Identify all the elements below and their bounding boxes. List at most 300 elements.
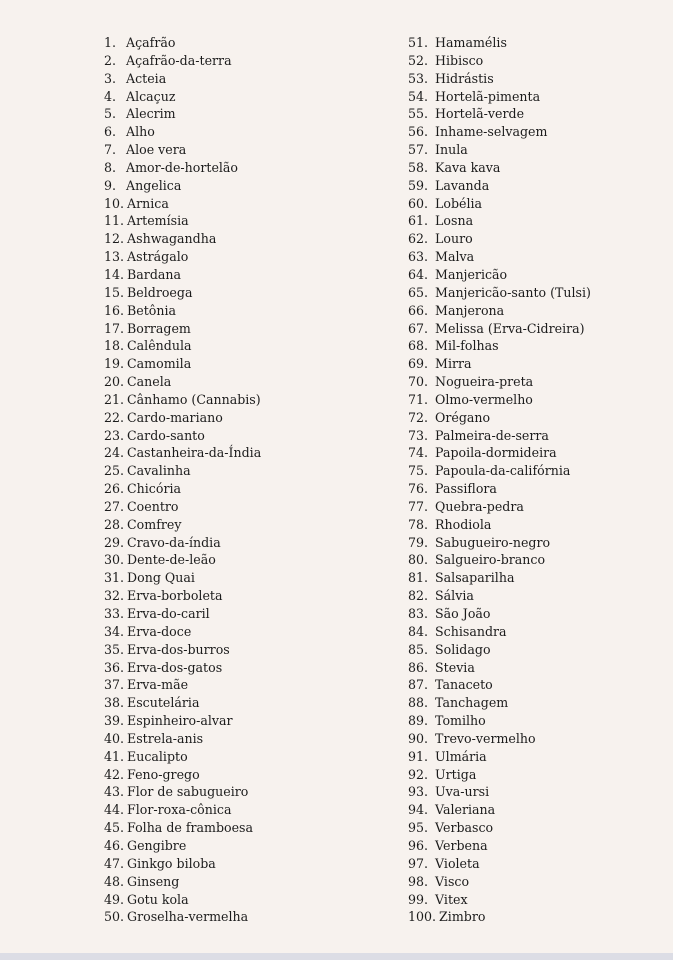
item-number: 33. [104, 606, 125, 621]
herb-name: Valeriana [435, 802, 496, 818]
list-item [104, 212, 261, 230]
item-number: 20. [104, 374, 125, 390]
herb-name: Ginseng [127, 873, 180, 889]
list-item [104, 730, 261, 748]
list-item [104, 88, 261, 106]
herb-name: Trevo-vermelho [435, 730, 536, 746]
herb-name: Folha de framboesa [127, 820, 254, 836]
herb-name: Hamamélis [435, 35, 507, 50]
list-item [104, 534, 261, 552]
list-item [408, 355, 591, 373]
herb-name: Ginkgo biloba [127, 855, 216, 871]
herb-name: Espinheiro-alvar [127, 713, 233, 729]
item-number: 72. [408, 409, 429, 425]
list-item [408, 605, 591, 623]
item-number: 12. [104, 231, 125, 247]
herb-name: Tanaceto [435, 677, 493, 693]
herb-name: Escutelária [127, 695, 200, 711]
item-number: 85. [408, 641, 429, 657]
item-number: 69. [408, 356, 429, 372]
list-item [408, 587, 591, 605]
item-number: 44. [104, 802, 125, 818]
list-item [104, 105, 261, 123]
list-item [408, 177, 591, 195]
herb-name: Sálvia [435, 588, 474, 604]
item-number: 90. [408, 730, 429, 746]
list-item [408, 123, 591, 141]
herb-name: Alcaçuz [126, 88, 176, 104]
item-number: 64. [408, 266, 429, 282]
herb-name: Losna [435, 213, 474, 229]
list-item [104, 480, 261, 498]
herb-name: Stevia [435, 659, 475, 675]
item-number: 81. [408, 570, 429, 586]
list-item [104, 587, 261, 605]
item-number: 76. [408, 481, 429, 497]
item-number: 74. [408, 445, 429, 461]
item-number: 61. [408, 213, 429, 229]
herb-name: Canela [127, 374, 172, 390]
herb-name: Sabugueiro-negro [435, 534, 551, 550]
list-item [104, 873, 261, 891]
herb-name: Salsaparilha [435, 570, 515, 586]
list-item [104, 783, 261, 801]
item-number: 99. [408, 891, 429, 907]
herb-name: Manjericão [435, 266, 508, 282]
item-number: 13. [104, 249, 125, 265]
herb-name: Verbena [435, 837, 488, 853]
list-item [104, 623, 261, 641]
herb-name: Eucalipto [127, 748, 188, 764]
item-number: 26. [104, 481, 125, 497]
list-item [408, 873, 591, 891]
item-number: 2. [104, 52, 117, 68]
list-item [104, 748, 261, 766]
herb-name: Hortelã-verde [435, 106, 525, 122]
item-number: 46. [104, 837, 125, 853]
herb-name: Cardo-santo [127, 427, 205, 443]
item-number: 28. [104, 516, 125, 532]
herb-name: Feno-grego [127, 766, 200, 782]
item-number: 14. [104, 266, 125, 282]
item-number: 87. [408, 677, 429, 693]
list-item [104, 355, 261, 373]
herb-name: Erva-mãe [127, 677, 189, 693]
herb-name: Cardo-mariano [127, 409, 223, 425]
list-item [104, 70, 261, 88]
herb-name: Louro [435, 231, 473, 247]
herb-name: Papoula-da-califórnia [435, 463, 571, 479]
herb-name: Erva-borboleta [127, 588, 223, 604]
herb-name: São João [435, 606, 491, 621]
list-item [408, 551, 591, 569]
list-item [408, 266, 591, 284]
list-item [104, 819, 261, 837]
herb-name: Açafrão-da-terra [126, 52, 232, 68]
list-item [408, 783, 591, 801]
list-item [408, 409, 591, 427]
list-item [104, 908, 261, 926]
item-number: 79. [408, 534, 429, 550]
list-item [408, 444, 591, 462]
list-item [408, 908, 591, 926]
item-number: 91. [408, 748, 429, 764]
item-number: 32. [104, 588, 125, 604]
list-item [104, 123, 261, 141]
list-item [104, 712, 261, 730]
herb-name: Alho [126, 124, 155, 140]
list-item [408, 88, 591, 106]
herb-name: Dente-de-leão [127, 552, 216, 568]
list-item [408, 427, 591, 445]
herb-name: Hidrástis [435, 70, 494, 86]
herb-name: Comfrey [127, 516, 182, 532]
item-number: 48. [104, 873, 125, 889]
item-number: 22. [104, 409, 125, 425]
item-number: 95. [408, 820, 429, 836]
list-item [104, 551, 261, 569]
herb-list-right [408, 34, 591, 926]
list-item [104, 605, 261, 623]
list-item [408, 105, 591, 123]
herb-name: Alecrim [126, 106, 176, 122]
list-item [104, 34, 261, 52]
list-item [408, 837, 591, 855]
list-item [104, 444, 261, 462]
list-item [104, 141, 261, 159]
list-item [408, 730, 591, 748]
herb-name: Erva-do-caril [127, 606, 210, 621]
herb-name: Passiflora [435, 481, 497, 497]
herb-name: Groselha-vermelha [127, 909, 249, 925]
item-number: 86. [408, 659, 429, 675]
list-item [104, 855, 261, 873]
herb-name: Zimbro [439, 909, 486, 925]
herb-name: Flor-roxa-cônica [127, 802, 232, 818]
item-number: 51. [408, 35, 429, 50]
item-number: 29. [104, 534, 125, 550]
herb-name: Palmeira-de-serra [435, 427, 549, 443]
list-item [104, 462, 261, 480]
item-number: 18. [104, 338, 125, 354]
list-item [104, 159, 261, 177]
list-item [104, 676, 261, 694]
herb-name: Borragem [127, 320, 191, 336]
herb-name: Ulmária [435, 748, 487, 764]
herb-name: Açafrão [126, 35, 176, 50]
list-item [104, 302, 261, 320]
herb-name: Tanchagem [435, 695, 509, 711]
list-item [408, 337, 591, 355]
item-number: 83. [408, 606, 429, 621]
list-item [104, 266, 261, 284]
herb-name: Betônia [127, 302, 177, 318]
list-item [408, 623, 591, 641]
list-item [408, 195, 591, 213]
herb-name: Urtiga [435, 766, 477, 782]
item-number: 82. [408, 588, 429, 604]
herb-name: Cavalinha [127, 463, 191, 479]
list-item [408, 141, 591, 159]
herb-name: Hortelã-pimenta [435, 88, 541, 104]
herb-name: Chicória [127, 481, 181, 497]
herb-name: Papoila-dormideira [435, 445, 557, 461]
list-item [104, 284, 261, 302]
list-item [104, 766, 261, 784]
list-item [408, 498, 591, 516]
item-number: 43. [104, 784, 125, 800]
item-number: 71. [408, 391, 429, 407]
item-number: 39. [104, 713, 125, 729]
item-number: 96. [408, 837, 429, 853]
list-item [408, 34, 591, 52]
item-number: 52. [408, 52, 429, 68]
item-number: 62. [408, 231, 429, 247]
item-number: 49. [104, 891, 125, 907]
herb-name: Coentro [127, 498, 179, 514]
item-number: 27. [104, 498, 125, 514]
item-number: 45. [104, 820, 125, 836]
herb-name: Inhame-selvagem [435, 124, 548, 140]
herb-name: Visco [435, 873, 470, 889]
list-item [104, 516, 261, 534]
list-item [408, 641, 591, 659]
item-number: 4. [104, 88, 117, 104]
item-number: 37. [104, 677, 125, 693]
item-number: 53. [408, 70, 429, 86]
herb-name: Flor de sabugueiro [127, 784, 249, 800]
herb-name: Mil-folhas [435, 338, 499, 354]
herb-name: Rhodiola [435, 516, 492, 532]
herb-name: Arnica [127, 195, 169, 211]
herb-name: Quebra-pedra [435, 498, 524, 514]
herb-name: Manjerona [435, 302, 505, 318]
item-number: 63. [408, 249, 429, 265]
item-number: 35. [104, 641, 125, 657]
item-number: 92. [408, 766, 429, 782]
list-item [408, 391, 591, 409]
list-item [408, 801, 591, 819]
herb-name: Gotu kola [127, 891, 189, 907]
herb-name: Hibisco [435, 52, 484, 68]
item-number: 56. [408, 124, 429, 140]
herb-name: Aloe vera [126, 142, 187, 158]
herb-name: Orégano [435, 409, 491, 425]
herb-name: Amor-de-hortelão [126, 159, 239, 175]
item-number: 100. [408, 909, 437, 925]
item-number: 7. [104, 142, 117, 158]
item-number: 60. [408, 195, 429, 211]
item-number: 75. [408, 463, 429, 479]
list-item [104, 248, 261, 266]
list-item [104, 659, 261, 677]
list-item [408, 676, 591, 694]
item-number: 66. [408, 302, 429, 318]
herb-name: Lobélia [435, 195, 483, 211]
item-number: 89. [408, 713, 429, 729]
item-number: 8. [104, 159, 117, 175]
item-number: 6. [104, 124, 117, 140]
item-number: 65. [408, 284, 429, 300]
herb-name: Astrágalo [127, 249, 189, 265]
item-number: 15. [104, 284, 125, 300]
item-number: 16. [104, 302, 125, 318]
herb-name: Violeta [435, 855, 480, 871]
item-number: 40. [104, 730, 125, 746]
herb-name: Melissa (Erva-Cidreira) [435, 320, 585, 336]
item-number: 21. [104, 391, 125, 407]
herb-name: Beldroega [127, 284, 193, 300]
list-item [104, 694, 261, 712]
list-item [408, 480, 591, 498]
herb-name: Kava kava [435, 159, 501, 175]
herb-name: Cânhamo (Cannabis) [127, 391, 261, 407]
list-item [104, 498, 261, 516]
herb-name: Estrela-anis [127, 730, 204, 746]
item-number: 17. [104, 320, 125, 336]
list-item [408, 52, 591, 70]
herb-name: Malva [435, 249, 475, 265]
item-number: 50. [104, 909, 125, 925]
herb-name: Uva-ursi [435, 784, 490, 800]
herb-name: Nogueira-preta [435, 374, 534, 390]
item-number: 25. [104, 463, 125, 479]
item-number: 59. [408, 177, 429, 193]
item-number: 9. [104, 177, 117, 193]
herb-name: Mirra [435, 356, 472, 372]
list-item [104, 801, 261, 819]
item-number: 78. [408, 516, 429, 532]
item-number: 88. [408, 695, 429, 711]
item-number: 80. [408, 552, 429, 568]
list-item [104, 409, 261, 427]
item-number: 97. [408, 855, 429, 871]
herb-name: Camomila [127, 356, 192, 372]
page-bottom-edge [0, 953, 673, 960]
item-number: 42. [104, 766, 125, 782]
item-number: 55. [408, 106, 429, 122]
item-number: 77. [408, 498, 429, 514]
herb-name: Castanheira-da-Índia [127, 445, 262, 461]
list-item [408, 70, 591, 88]
herb-name: Schisandra [435, 623, 507, 639]
item-number: 58. [408, 159, 429, 175]
item-number: 11. [104, 213, 125, 229]
item-number: 73. [408, 427, 429, 443]
herb-name: Erva-dos-burros [127, 641, 230, 657]
item-number: 34. [104, 623, 125, 639]
list-item [104, 641, 261, 659]
list-item [408, 748, 591, 766]
list-item [408, 569, 591, 587]
list-item [408, 516, 591, 534]
item-number: 67. [408, 320, 429, 336]
list-item [408, 534, 591, 552]
herb-name: Solidago [435, 641, 491, 657]
list-item [104, 391, 261, 409]
list-item [104, 373, 261, 391]
list-item [408, 284, 591, 302]
item-number: 1. [104, 35, 117, 50]
item-number: 5. [104, 106, 117, 122]
list-item [408, 462, 591, 480]
list-item [408, 159, 591, 177]
herb-name: Manjericão-santo (Tulsi) [435, 284, 591, 300]
herb-name: Ashwagandha [127, 231, 217, 247]
item-number: 57. [408, 142, 429, 158]
item-number: 47. [104, 855, 125, 871]
item-number: 84. [408, 623, 429, 639]
list-item [408, 373, 591, 391]
herb-name: Angelica [126, 177, 182, 193]
herb-name: Calêndula [127, 338, 192, 354]
herb-name: Inula [435, 142, 468, 158]
list-item [408, 230, 591, 248]
herb-name: Lavanda [435, 177, 490, 193]
list-item [408, 320, 591, 338]
item-number: 54. [408, 88, 429, 104]
item-number: 23. [104, 427, 125, 443]
herb-name: Erva-dos-gatos [127, 659, 223, 675]
list-item [408, 855, 591, 873]
herb-name: Verbasco [435, 820, 494, 836]
list-item [104, 230, 261, 248]
list-item [104, 337, 261, 355]
list-item [104, 320, 261, 338]
herb-name: Olmo-vermelho [435, 391, 533, 407]
herb-list-left [104, 34, 261, 926]
herb-name: Cravo-da-índia [127, 534, 221, 550]
item-number: 68. [408, 338, 429, 354]
item-number: 30. [104, 552, 125, 568]
list-item [408, 248, 591, 266]
herb-name: Acteia [126, 70, 167, 86]
item-number: 31. [104, 570, 125, 586]
list-item [104, 177, 261, 195]
list-item [104, 52, 261, 70]
item-number: 19. [104, 356, 125, 372]
item-number: 10. [104, 195, 125, 211]
list-item [408, 712, 591, 730]
list-item [104, 427, 261, 445]
herb-name: Tomilho [435, 713, 486, 729]
list-item [408, 302, 591, 320]
item-number: 98. [408, 873, 429, 889]
item-number: 70. [408, 374, 429, 390]
item-number: 36. [104, 659, 125, 675]
item-number: 24. [104, 445, 125, 461]
item-number: 41. [104, 748, 125, 764]
item-number: 93. [408, 784, 429, 800]
item-number: 38. [104, 695, 125, 711]
list-item [408, 212, 591, 230]
herb-name: Salgueiro-branco [435, 552, 546, 568]
list-item [408, 891, 591, 909]
item-number: 3. [104, 70, 117, 86]
list-item [104, 569, 261, 587]
list-item [408, 766, 591, 784]
herb-name: Erva-doce [127, 623, 192, 639]
list-item [408, 694, 591, 712]
herb-name: Vitex [435, 891, 468, 907]
list-item [408, 819, 591, 837]
list-item [104, 195, 261, 213]
list-item [104, 891, 261, 909]
herb-name: Bardana [127, 266, 182, 282]
herb-name: Dong Quai [127, 570, 195, 586]
list-item [104, 837, 261, 855]
herb-name: Gengibre [127, 837, 187, 853]
